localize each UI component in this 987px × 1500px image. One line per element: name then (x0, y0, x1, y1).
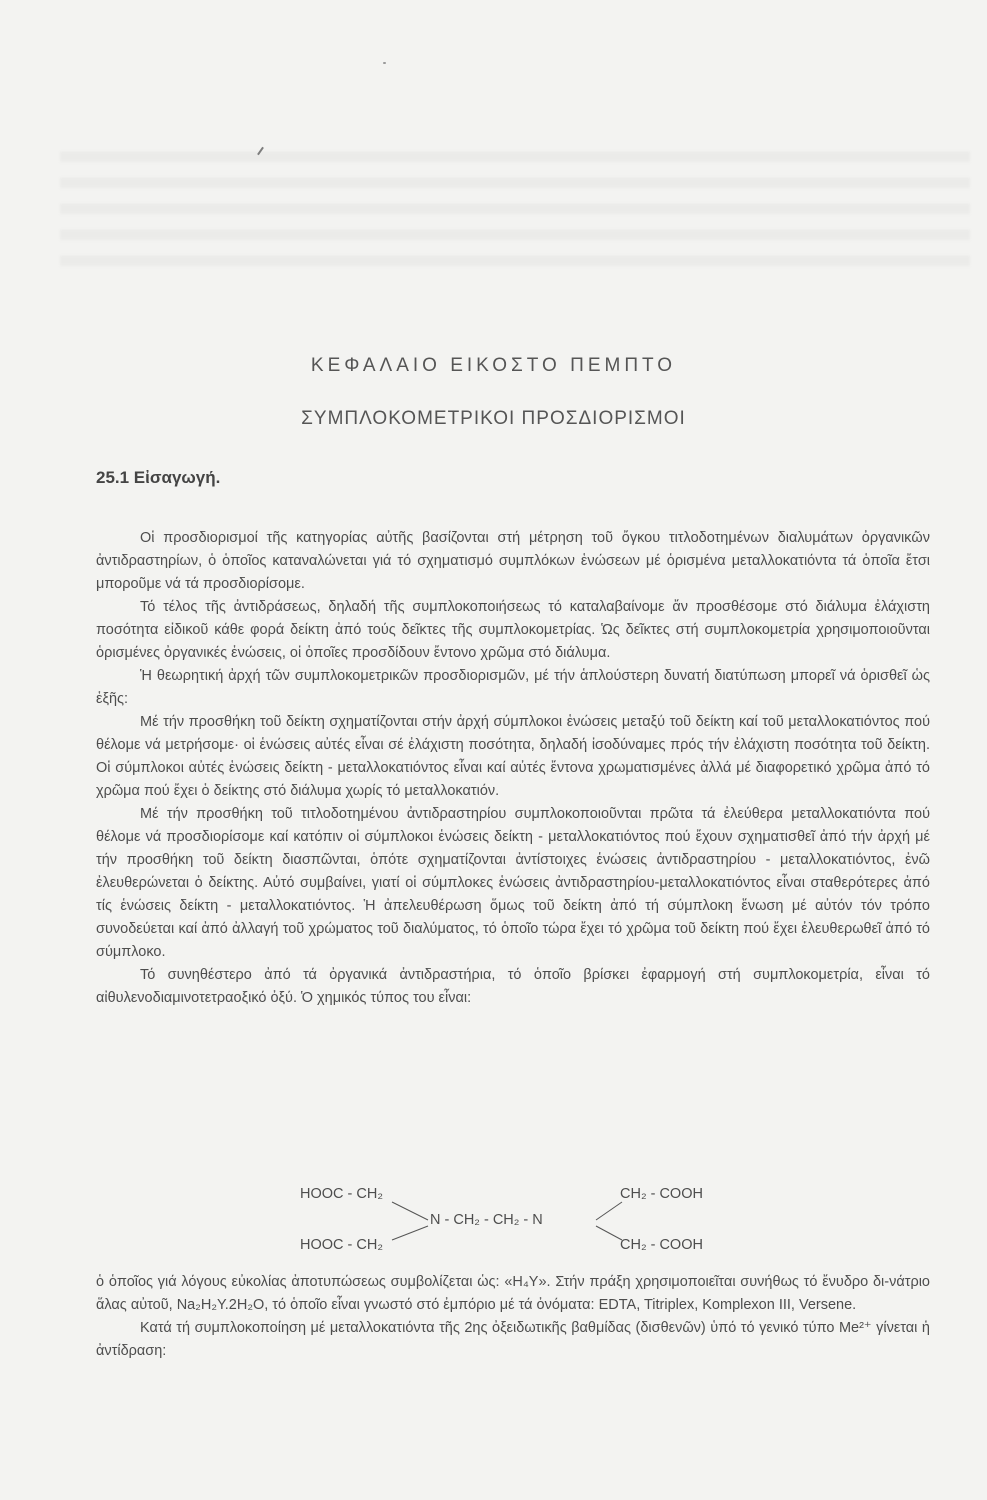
body-text-continued (96, 1271, 930, 1363)
chapter-title: ΚΕΦΑΛΑΙΟ ΕΙΚΟΣΤΟ ΠΕΜΠΤΟ (310, 355, 677, 376)
chapter-subtitle: ΣΥΜΠΛΟΚΟΜΕΤΡΙΚΟΙ ΠΡΟΣΔΙΟΡΙΣΜΟΙ (301, 408, 686, 429)
paragraph: ὁ ὁποῖος γιά λόγους εὐκολίας ἀποτυπώσεως συμβολίζεται ὡς: «H₄Y». Στήν πράξη χρησιμοποιεῖται συνήθως τό ἔνυδρο δι-νάτριο ἅλας αὐτοῦ, Na₂H₂Y.2H₂O, τό ὁποῖο εἶναι γνωστό στό ἐμπόριο μέ τά ὀνόματα: EDTA, Titriplex, Komplexon III, Versene. (96, 1274, 930, 1313)
paragraph: Μέ τήν προσθήκη τοῦ τιτλοδοτημένου ἀντιδραστηρίου συμπλοκοποιοῦνται πρῶτα τά ἐλεύθερα μεταλλοκατιόντα πού θέλομε νά προσδιορίσομε καί κατόπιν οἱ σύμπλοκοι ἑνώσεις δείκτη - μεταλλοκατιόντος πού ἔχουν σχηματισθεῖ ἀπό τήν ἀρχή μέ τήν προσθήκη τοῦ δείκτη διασπῶνται, ὁπότε σχηματίζονται ἀντίστοιχες ἑνώσεις ἀντιδραστηρίου - μεταλλοκατιόντος, ἐνῶ ἐλευθερώνεται ὁ δείκτης. Αὐτό συμβαίνει, γιατί οἱ σύμπλοκες ἑνώσεις ἀντιδραστηρίου-μεταλλοκατιόντος εἶναι σταθερότερες ἀπό τίς ἑνώσεις δείκτη - μεταλλοκατιόντος. Ἡ ἀπελευθέρωση ὅμως τοῦ δείκτη ἀπό τή σύμπλοκη ἕνωση μέ αὐτόν τόν τρόπο συνοδεύεται καί ἀπό ἀλλαγή τοῦ χρώματος τοῦ διαλύματος, τό ὁποῖο τώρα ἔχει τό χρῶμα τοῦ δείκτη πού ἔχει ἐλευθερωθεῖ ἀπό τό σύμπλοκο. (96, 806, 930, 960)
paragraph: Μέ τήν προσθήκη τοῦ δείκτη σχηματίζονται στήν ἀρχή σύμπλοκοι ἑνώσεις μεταξύ τοῦ δείκτη καί τοῦ μεταλλοκατιόντος πού θέλομε νά μετρήσομε· οἱ ἑνώσεις αὐτές εἶναι σέ ἐλάχιστη ποσότητα, δηλαδή ἰσοδύναμες πρός τήν ἐλάχιστη ποσότητα τοῦ δείκτη. Οἱ σύμπλοκοι αὐτές ἑνώσεις δείκτη - μεταλλοκατιόντος εἶναι καί αὐτές ἔντονα χρωματισμένες ἀλλά μέ διαφορετικό χρῶμα ἀπό τό χρῶμα πού ἔχει ὁ δείκτης στό διάλυμα χωρίς τό μεταλλοκατιόν. (96, 714, 930, 799)
paragraph: Κατά τή συμπλοκοποίηση μέ μεταλλοκατιόντα τῆς 2ης ὀξειδωτικῆς βαθμίδας (δισθενῶν) ὑπό τό γενικό τύπο Me²⁺ γίνεται ἡ ἀντίδραση: (96, 1320, 930, 1359)
paragraph: Τό τέλος τῆς ἀντιδράσεως, δηλαδή τῆς συμπλοκοποιήσεως τό καταλαβαίνομε ἄν προσθέσομε στό διάλυμα ἐλάχιστη ποσότητα εἰδικοῦ κάθε φορά δείκτη ἀπό τούς δεῖκτες τῆς συμπλοκομετρίας. Ὡς δεῖκτες στή συμπλοκομετρία χρησιμοποιοῦνται ὁρισμένες ὀργανικές ἑνώσεις, οἱ ὁποῖες προσδίδουν ἔντονο χρῶμα στό διάλυμα. (96, 599, 930, 661)
scan-speck (383, 62, 386, 64)
paragraph: Τό συνηθέστερο ἀπό τά ὀργανικά ἀντιδραστήρια, τό ὁποῖο βρίσκει ἐφαρμογή στή συμπλοκομετρία, εἶναι τό αἰθυλενοδιαμινοτετραοξικό ὀξύ. Ὁ χημικός τύπος του εἶναι: (96, 967, 930, 1006)
edta-structural-formula (300, 1180, 740, 1260)
paragraph: Ἡ θεωρητική ἀρχή τῶν συμπλοκομετρικῶν προσδιορισμῶν, μέ τήν ἁπλούστερη δυνατή διατύπωση μπορεῖ νά ὁρισθεῖ ὡς ἑξῆς: (96, 668, 930, 707)
bleed-through-text (60, 138, 970, 268)
paragraph: Οἱ προσδιορισμοί τῆς κατηγορίας αὐτῆς βασίζονται στή μέτρηση τοῦ ὄγκου τιτλοδοτημένων διαλυμάτων ὀργανικῶν ἀντιδραστηρίων, ὁ ὁποῖος καταναλώνεται γιά τό σχηματισμό συμπλόκων ἑνώσεων μέ ὁρισμένα μεταλλοκατιόντα τά ὁποῖα ἔτσι μποροῦμε νά τά προσδιορίσομε. (96, 530, 930, 592)
formula-bottom-right: CH₂ - COOH (620, 1237, 703, 1253)
formula-top-right: CH₂ - COOH (620, 1186, 703, 1202)
formula-top-left: HOOC - CH₂ (300, 1186, 383, 1202)
body-text (96, 527, 930, 1010)
formula-center: N - CH₂ - CH₂ - N (430, 1212, 543, 1228)
section-heading: 25.1 Εἰσαγωγή. (96, 468, 221, 487)
formula-bottom-left: HOOC - CH₂ (300, 1237, 383, 1253)
